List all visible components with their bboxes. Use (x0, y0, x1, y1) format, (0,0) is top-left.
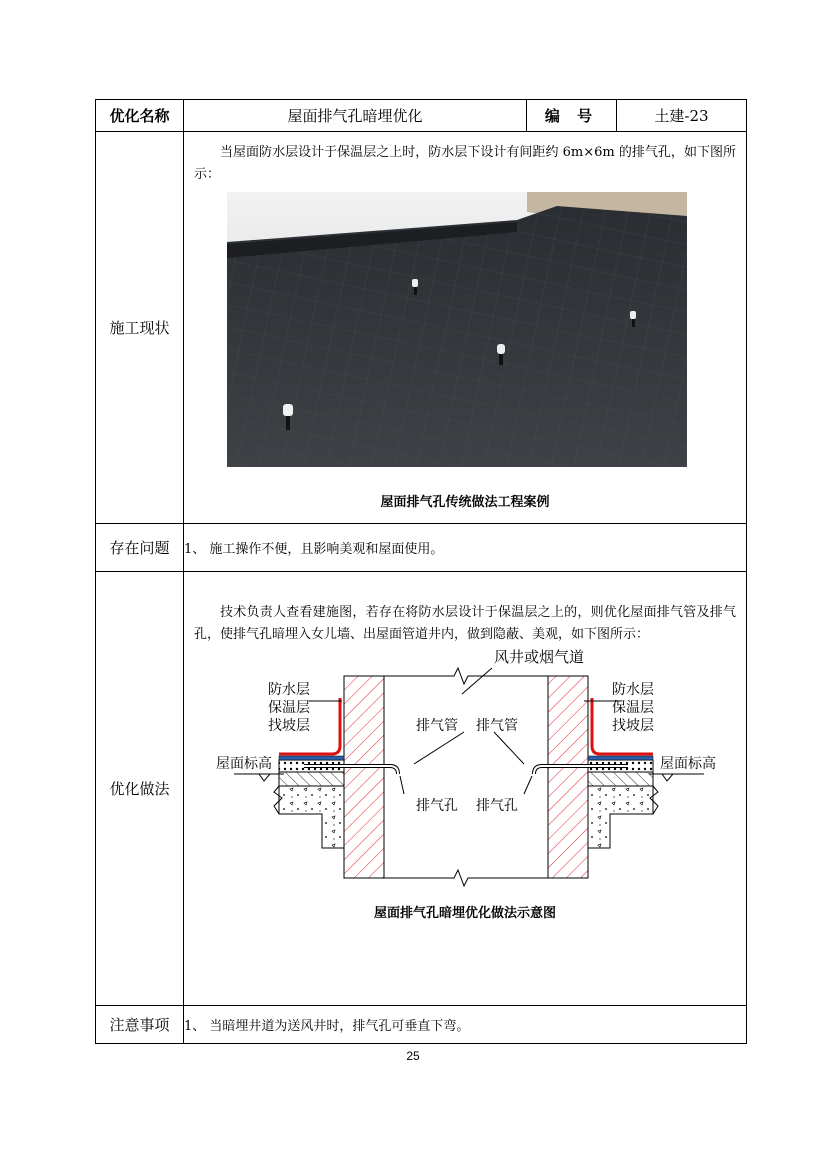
name-label: 优化名称 (96, 100, 184, 132)
right-waterproof-label: 防水层 (612, 682, 654, 698)
current-cell (184, 132, 747, 524)
code-label: 编 号 (527, 100, 617, 132)
left-slope-label: 找坡层 (268, 718, 310, 734)
left-elevation-marker (259, 774, 270, 781)
current-caption: 屋面排气孔传统做法工程案例 (380, 495, 550, 510)
left-waterproof-label: 防水层 (268, 682, 310, 698)
vent-diagram (204, 646, 724, 896)
optimization-cell (184, 572, 747, 1006)
left-roof-slab (279, 786, 344, 848)
right-vent-hole-label: 排气孔 (476, 798, 518, 814)
page-number: 25 (406, 1049, 420, 1063)
code-value: 土建-23 (617, 100, 747, 132)
notes-label: 注意事项 (96, 1006, 184, 1044)
right-shaft-wall (548, 676, 588, 878)
shaft-label: 风井或烟气道 (494, 648, 585, 666)
left-vent-pipe-label: 排气管 (416, 718, 458, 734)
right-vent-pipe-label: 排气管 (476, 718, 518, 734)
left-roof-elevation-label: 屋面标高 (216, 756, 272, 772)
right-roof-elevation-label: 屋面标高 (660, 756, 716, 772)
right-roof-slab (588, 786, 653, 848)
left-vent-hole-label: 排气孔 (416, 798, 458, 814)
problem-label: 存在问题 (96, 524, 184, 572)
right-elevation-marker (662, 774, 673, 781)
left-insulation-label: 保温层 (268, 700, 310, 716)
optimization-title: 屋面排气孔暗埋优化 (184, 100, 527, 132)
optimization-table (95, 99, 747, 1044)
current-text: 当屋面防水层设计于保温层之上时，防水层下设计有间距约 6m×6m 的排气孔，如下图所示： (194, 145, 736, 182)
optimization-label: 优化做法 (96, 572, 184, 1006)
left-blue-layer (279, 756, 344, 760)
right-blue-layer (588, 756, 653, 760)
roof-photo (227, 192, 687, 467)
optimization-caption: 屋面排气孔暗埋优化做法示意图 (373, 906, 556, 921)
optimization-text: 技术负责人查看建施图，若存在将防水层设计于保温层之上的，则优化屋面排气管及排气孔，使排气孔暗埋入女儿墙、出屋面管道井内，做到隐蔽、美观，如下图所示： (194, 605, 736, 642)
left-screed-layer (279, 772, 344, 786)
current-label: 施工现状 (96, 132, 184, 524)
problem-text: 1、 施工操作不便，且影响美观和屋面使用。 (184, 524, 747, 572)
right-slope-label: 找坡层 (612, 718, 654, 734)
right-insulation-label: 保温层 (612, 700, 654, 716)
right-screed-layer (588, 772, 653, 786)
notes-text: 1、 当暗埋井道为送风井时，排气孔可垂直下弯。 (184, 1006, 747, 1044)
left-shaft-wall (344, 676, 384, 878)
